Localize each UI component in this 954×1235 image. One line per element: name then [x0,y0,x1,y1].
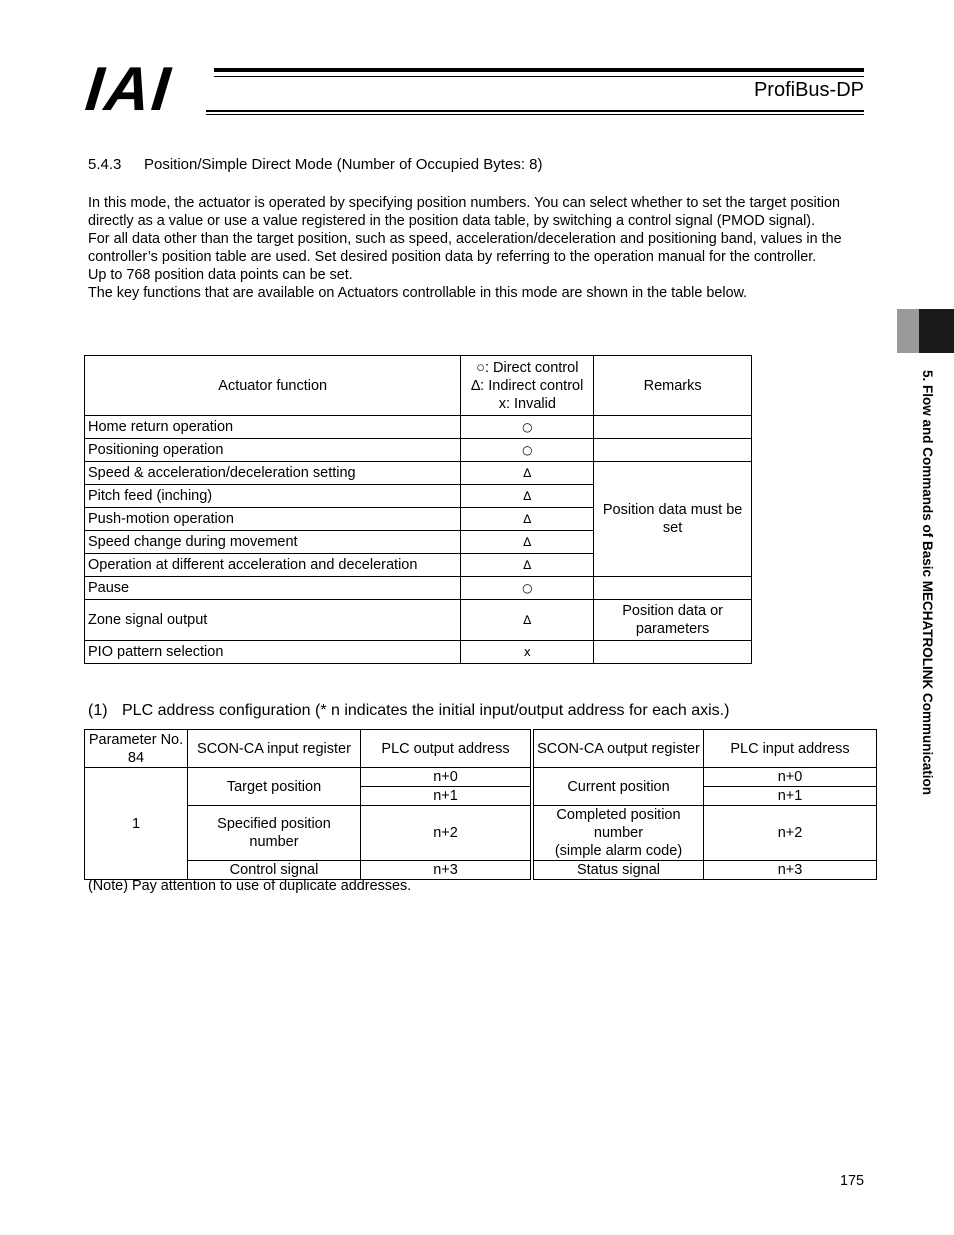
input-address: n+0 [704,768,877,787]
table-row [85,416,752,439]
completed-sub: (simple alarm code) [554,843,683,859]
mark-cell: ○ [461,439,594,462]
header-function: Actuator function [85,356,461,416]
table-row [85,577,752,600]
chapter-tab-grey [897,309,919,353]
param-value: 1 [85,768,188,880]
plc-number: (1) [88,702,108,719]
function-cell: Pitch feed (inching) [85,485,461,508]
function-cell: Speed & acceleration/deceleration setting [85,462,461,485]
mark-cell: ∆ [461,554,594,577]
header-input-address: PLC input address [704,730,877,768]
header-brand: ProfiBus-DP [753,79,864,101]
table-row [85,600,752,641]
function-cell: Pause [85,577,461,600]
mark-cell: ∆ [461,600,594,641]
input-address: n+3 [704,861,877,880]
mark-cell: ○ [461,416,594,439]
page-number: 175 [840,1173,865,1189]
remarks-cell [594,577,752,600]
mark-cell: ∆ [461,531,594,554]
section-number: 5.4.3 [88,156,122,173]
legend-direct: ○: Direct control [476,359,579,376]
section-heading [88,156,543,174]
remarks-cell [594,439,752,462]
header-input-register: SCON-CA input register [188,730,361,768]
header-remarks: Remarks [594,356,752,416]
output-register-completed [534,806,704,861]
input-address: n+1 [704,787,877,806]
header-rule [214,68,864,72]
table-row [85,462,752,485]
output-address: n+2 [361,806,531,861]
header-rule-thin [214,76,864,77]
function-cell: Positioning operation [85,439,461,462]
section-title: Position/Simple Direct Mode (Number of Occupied Bytes: 8) [144,156,543,173]
remarks-position-data: Position data must be set [594,462,752,577]
output-address: n+1 [361,787,531,806]
mark-cell: ∆ [461,485,594,508]
input-register-specified: Specified position number [188,806,361,861]
table-header-row [85,730,877,768]
remarks-zone: Position data or parameters [594,600,752,641]
table-row [85,768,877,787]
mark-cell: ∆ [461,462,594,485]
completed-label: Completed position number [556,807,681,841]
plc-address-table [84,729,877,880]
remarks-cell [594,641,752,664]
mark-cell: ○ [461,577,594,600]
actuator-function-table [84,355,752,664]
plc-title: PLC address configuration (* n indicates the initial input/output address for each axis.) [122,702,730,719]
output-register-current: Current position [534,768,704,806]
function-cell: PIO pattern selection [85,641,461,664]
header-output-register: SCON-CA output register [534,730,704,768]
table-row [85,641,752,664]
intro-paragraph: Up to 768 position data points can be set. [88,267,353,283]
mark-cell: x [461,641,594,664]
iai-logo: IAI [82,55,175,124]
mark-cell: ∆ [461,508,594,531]
remarks-cell [594,416,752,439]
chapter-tab-dark [919,309,954,353]
header-legend [461,356,594,416]
plc-heading [88,701,729,721]
header-output-address: PLC output address [361,730,531,768]
function-cell: Zone signal output [85,600,461,641]
output-address: n+0 [361,768,531,787]
function-cell: Speed change during movement [85,531,461,554]
intro-paragraph: The key functions that are available on Actuators controllable in this mode are shown in the table below. [88,285,748,301]
intro-paragraph: For all data other than the target position, such as speed, acceleration/deceleration and positioning band, values in the controller’s position table are used. Set desired position data by referring to the operation manual for the controller. [88,231,842,265]
output-address: n+3 [361,861,531,880]
intro-text [88,194,868,302]
input-address: n+2 [704,806,877,861]
header-rule-bottom [206,110,864,112]
chapter-side-label: 5. Flow and Commands of Basic MECHATROLINK Communication [920,370,935,796]
header-rule-bottom-thin [206,114,864,115]
input-register-control: Control signal [188,861,361,880]
table-row [85,806,877,861]
legend-indirect: ∆: Indirect control [471,377,584,394]
table-header-row [85,356,752,416]
header-param: Parameter No. 84 [85,730,188,768]
function-cell: Home return operation [85,416,461,439]
function-cell: Push-motion operation [85,508,461,531]
legend-invalid: x: Invalid [498,395,556,412]
function-cell: Operation at different acceleration and deceleration [85,554,461,577]
intro-paragraph: In this mode, the actuator is operated by specifying position numbers. You can select whether to set the target position directly as a value or use a value registered in the position data table, by switching a control signal (PMOD signal). [88,195,840,229]
output-register-status: Status signal [534,861,704,880]
table-row [85,439,752,462]
column-gap [531,787,534,806]
duplicate-address-note: (Note) Pay attention to use of duplicate addresses. [88,878,412,894]
input-register-target: Target position [188,768,361,806]
